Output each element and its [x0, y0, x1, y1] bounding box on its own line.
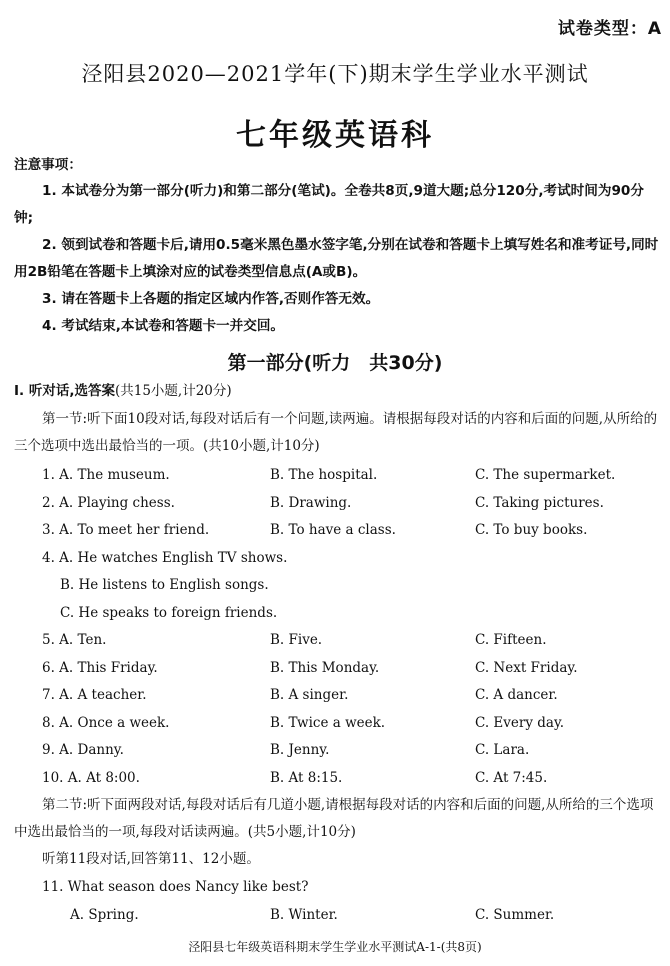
question-stem: 11. What season does Nancy like best?	[42, 879, 309, 895]
part-one-title: 第一部分(听力 共30分)	[227, 352, 443, 374]
question-row	[14, 600, 659, 628]
option-b: B. He listens to English songs.	[60, 577, 269, 593]
option-a: A. Spring.	[70, 906, 139, 923]
option-a: 5. A. Ten.	[42, 632, 107, 648]
option-a: 2. A. Playing chess.	[42, 494, 175, 511]
option-b: B. The hospital.	[270, 467, 378, 483]
option-a: 3. A. To meet her friend.	[42, 522, 210, 538]
option-b: B. This Monday.	[270, 659, 380, 676]
question-row	[14, 490, 659, 518]
question-row	[14, 737, 659, 765]
option-a: 9. A. Danny.	[42, 742, 124, 758]
question-row	[14, 627, 659, 655]
option-b: B. Winter.	[270, 906, 338, 923]
option-a: 10. A. At 8:00.	[42, 769, 140, 786]
question-row	[14, 902, 659, 930]
option-c: C. Fifteen.	[475, 632, 547, 648]
question-row	[14, 682, 659, 710]
option-c: C. Taking pictures.	[475, 494, 604, 511]
option-c: C. At 7:45.	[475, 769, 548, 786]
option-c: C. To buy books.	[475, 522, 588, 538]
section-heading	[14, 378, 659, 405]
section-heading-tail: (共15小题,计20分)	[114, 383, 232, 399]
option-b: B. Drawing.	[270, 494, 352, 511]
option-c: C. He speaks to foreign friends.	[60, 604, 278, 621]
notes-section	[14, 152, 659, 340]
option-c: C. The supermarket.	[475, 467, 616, 483]
dialogue-instruction: 听第11段对话,回答第11、12小题。	[42, 851, 260, 867]
question-stem-row	[14, 874, 659, 902]
notes-item: 3. 请在答题卡上各题的指定区域内作答,否则作答无效。	[42, 291, 380, 307]
paper-type-label: 试卷类型：A	[557, 19, 662, 39]
question-list	[14, 462, 659, 792]
question-row	[14, 765, 659, 793]
option-b: B. Five.	[270, 632, 323, 648]
question-row	[14, 710, 659, 738]
page-footer: 泾阳县七年级英语科期末学生学业水平测试A-1-(共8页)	[188, 940, 482, 954]
question-11	[14, 874, 659, 929]
option-b: B. At 8:15.	[270, 769, 343, 786]
option-b: B. To have a class.	[270, 522, 396, 538]
option-c: C. Summer.	[475, 906, 555, 923]
option-c: C. A dancer.	[475, 687, 558, 703]
option-a: 4. A. He watches English TV shows.	[42, 549, 288, 566]
option-a: 7. A. A teacher.	[42, 687, 147, 703]
option-c: C. Lara.	[475, 742, 530, 758]
section-heading-lead: Ⅰ. 听对话,选答案	[14, 383, 115, 399]
question-row	[14, 655, 659, 683]
option-b: B. Jenny.	[270, 742, 330, 758]
question-row	[14, 517, 659, 545]
option-a: 8. A. Once a week.	[42, 714, 170, 731]
subsection-two-instructions: 第二节:听下面两段对话,每段对话后有几道小题,请根据每段对话的内容和后面的问题,从所给的三个选项中选出最恰当的一项,每段对话读两遍。(共5小题,计10分)	[14, 797, 654, 840]
subsection-one-instructions: 第一节:听下面10段对话,每段对话后有一个问题,读两遍。请根据每段对话的内容和后面的问题,从所给的三个选项中选出最恰当的一项。(共10小题,计10分)	[14, 411, 658, 454]
exam-title: 泾阳县2020—2021学年(下)期末学生学业水平测试	[81, 62, 589, 86]
option-c: C. Next Friday.	[475, 659, 578, 676]
notes-item: 2. 领到试卷和答题卡后,请用0.5毫米黑色墨水签字笔,分别在试卷和答题卡上填写姓名和准考证号,同时用2B铅笔在答题卡上填涂对应的试卷类型信息点(A或B)。	[14, 237, 659, 280]
option-b: B. A singer.	[270, 687, 349, 703]
option-a: 1. A. The museum.	[42, 467, 170, 483]
option-c: C. Every day.	[475, 714, 565, 731]
notes-item: 1. 本试卷分为第一部分(听力)和第二部分(笔试)。全卷共8页,9道大题;总分120分,考试时间为90分钟;	[14, 183, 644, 226]
subject-title: 七年级英语科	[236, 118, 434, 153]
question-row	[14, 545, 659, 573]
option-b: B. Twice a week.	[270, 714, 386, 731]
question-row	[14, 462, 659, 490]
notes-heading: 注意事项：	[14, 157, 82, 173]
option-a: 6. A. This Friday.	[42, 659, 158, 676]
question-row	[14, 572, 659, 600]
notes-item: 4. 考试结束,本试卷和答题卡一并交回。	[42, 318, 285, 334]
